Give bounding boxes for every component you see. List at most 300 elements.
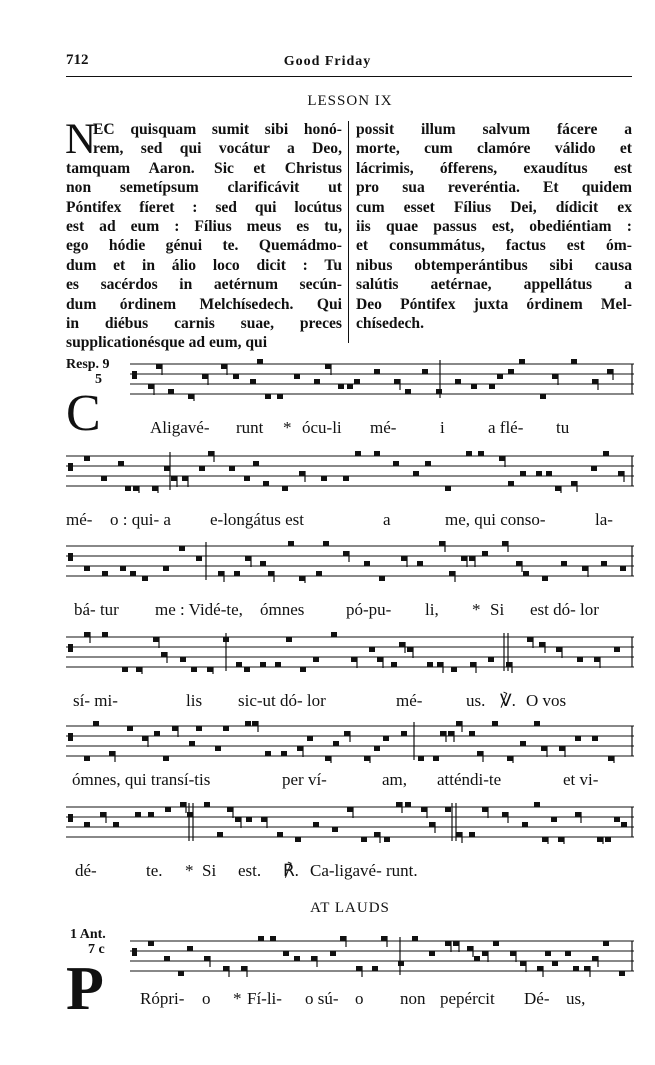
clef-mark (68, 463, 73, 471)
neume (401, 731, 407, 736)
neume (270, 936, 276, 941)
neume (603, 941, 609, 946)
neume (295, 837, 301, 842)
neume (127, 726, 133, 731)
lesson-line: et consummátus, factus est óm- (356, 237, 632, 255)
neume (253, 461, 259, 466)
neume (187, 946, 193, 951)
neume (502, 812, 508, 817)
lyric-syllable: Rópri- (140, 989, 185, 1008)
chant-staff (66, 631, 634, 675)
lyric-syllable: Ca-ligavé- runt. (310, 861, 418, 880)
lyric-syllable: mé- (396, 691, 423, 710)
neume (592, 379, 598, 384)
neume (522, 822, 528, 827)
neume (582, 566, 588, 571)
neume (234, 571, 240, 576)
neume (482, 551, 488, 556)
neume (347, 384, 353, 389)
neume (451, 667, 457, 672)
neume (377, 657, 383, 662)
neume (277, 394, 283, 399)
neume (520, 961, 526, 966)
neume (440, 731, 446, 736)
neume (605, 837, 611, 842)
neume (283, 951, 289, 956)
neume (448, 731, 454, 736)
neume (148, 941, 154, 946)
neume (265, 394, 271, 399)
neume (102, 571, 108, 576)
neume (153, 637, 159, 642)
neume (294, 956, 300, 961)
neume (187, 812, 193, 817)
neume (300, 667, 306, 672)
lesson-line: in diébus carnis suae, preces (66, 315, 342, 333)
neume (191, 667, 197, 672)
neume (286, 637, 292, 642)
lauds-title: AT LAUDS (310, 900, 390, 916)
lyric-syllable: per ví- (282, 770, 327, 789)
neume (546, 471, 552, 476)
lesson-title: LESSON IX (307, 93, 393, 109)
neume (163, 756, 169, 761)
neume (621, 822, 627, 827)
neume (202, 374, 208, 379)
neume (260, 662, 266, 667)
neume (221, 364, 227, 369)
lyric-syllable: bá- tur (74, 600, 119, 619)
neume (445, 807, 451, 812)
neume (534, 721, 540, 726)
neume (536, 471, 542, 476)
neume (449, 571, 455, 576)
neume (470, 662, 476, 667)
neume (374, 369, 380, 374)
neume (148, 812, 154, 817)
neume (361, 837, 367, 842)
antiphon-initial: P (66, 955, 104, 1023)
chant-staff (66, 720, 634, 764)
neume (171, 476, 177, 481)
neume (551, 817, 557, 822)
neume (508, 369, 514, 374)
neume (379, 576, 385, 581)
lyric-syllable: runt (236, 418, 264, 437)
lesson-right-column (356, 120, 632, 333)
neume (497, 374, 503, 379)
lesson-line: nibus obtemperántibus sibi causa (356, 256, 632, 274)
page-number: 712 (66, 52, 89, 68)
neume (297, 746, 303, 751)
neume (520, 741, 526, 746)
header-rule (66, 76, 632, 77)
neume (118, 461, 124, 466)
neume (508, 481, 514, 486)
neume (84, 632, 90, 637)
lyric-syllable: us. (466, 691, 486, 710)
neume (433, 756, 439, 761)
chant-staff (130, 358, 634, 402)
neume (383, 736, 389, 741)
clef-mark (68, 814, 73, 822)
antiphon-mode: 7 c (88, 942, 105, 957)
neume (552, 961, 558, 966)
lyric-syllable: non (400, 989, 426, 1008)
neume (223, 966, 229, 971)
neume (394, 379, 400, 384)
chant-staff (66, 540, 634, 584)
neume (343, 476, 349, 481)
neume (164, 466, 170, 471)
neume (122, 667, 128, 672)
neume (478, 451, 484, 456)
neume (168, 389, 174, 394)
neume (507, 756, 513, 761)
neume (429, 822, 435, 827)
lyric-syllable: us, (566, 989, 586, 1008)
lesson-line: dum órdinem Melchísedech. Qui (66, 295, 342, 313)
lyric-syllable: o (202, 989, 211, 1008)
neume (316, 571, 322, 576)
neume (571, 481, 577, 486)
lesson-line: tamquam Aaron. Sic et Christus (66, 159, 342, 177)
lyric-syllable: sic-ut dó- lor (238, 691, 326, 710)
neume (453, 941, 459, 946)
lyric-syllable: et vi- (563, 770, 599, 789)
lyric-syllable: pepércit (440, 989, 495, 1008)
neume (148, 384, 154, 389)
neume (268, 571, 274, 576)
responsory-initial: C (66, 385, 101, 442)
lyric-syllable: e-longátus est (210, 510, 304, 529)
neume (381, 936, 387, 941)
neume (499, 456, 505, 461)
neume (331, 632, 337, 637)
lyric-syllable: mé- (66, 510, 93, 529)
lyric-syllable: i (440, 418, 445, 437)
neume (469, 731, 475, 736)
lyric-syllable: ócu-li (302, 418, 342, 437)
neume (482, 951, 488, 956)
lyric-syllable: me : Vidé-te, (155, 600, 243, 619)
neume (215, 746, 221, 751)
neume (601, 561, 607, 566)
neume (506, 662, 512, 667)
neume (93, 721, 99, 726)
lesson-line: pro sua reveréntia. Et quidem (356, 179, 632, 197)
neume (130, 571, 136, 576)
neume (154, 731, 160, 736)
neume (539, 642, 545, 647)
lyric-syllable: O vos (526, 691, 567, 710)
lyric-syllable: la- (595, 510, 613, 529)
antiphon-label: 1 Ant. (70, 927, 106, 942)
neume (172, 726, 178, 731)
neume (519, 359, 525, 364)
neume (161, 652, 167, 657)
neume (534, 802, 540, 807)
neume (338, 384, 344, 389)
clef-mark (132, 948, 137, 956)
lyric-syllable: est dó- lor (530, 600, 599, 619)
drop-cap-n: N (65, 116, 97, 163)
lyric-syllable: o : qui- a (110, 510, 171, 529)
neume (608, 756, 614, 761)
neume (314, 379, 320, 384)
lyric-syllable: ℟. (283, 861, 299, 880)
neume (492, 721, 498, 726)
neume (347, 807, 353, 812)
neume (163, 566, 169, 571)
neume (311, 956, 317, 961)
neume (84, 822, 90, 827)
neume (461, 556, 467, 561)
neume (477, 751, 483, 756)
lyric-syllable: ómnes, qui transí-tis (72, 770, 211, 789)
neume (592, 956, 598, 961)
neume (321, 476, 327, 481)
neume (369, 647, 375, 652)
neume (178, 971, 184, 976)
neume (188, 394, 194, 399)
neume (241, 966, 247, 971)
neume (257, 359, 263, 364)
neume (156, 364, 162, 369)
neume (489, 384, 495, 389)
neume (235, 817, 241, 822)
lyric-syllable: pó-pu- (346, 600, 392, 619)
neume (252, 721, 258, 726)
neume (100, 812, 106, 817)
lesson-line: morte, cum clamóre válido et (356, 140, 632, 158)
neume (313, 657, 319, 662)
lyric-syllable: * (185, 861, 194, 880)
neume (356, 966, 362, 971)
neume (545, 951, 551, 956)
neume (542, 837, 548, 842)
lyric-syllable: * (233, 989, 242, 1008)
neume (152, 486, 158, 491)
neume (101, 476, 107, 481)
mode-number: 5 (95, 372, 102, 387)
lesson-line: dum et in álio loco dicit : Tu (66, 256, 342, 274)
lesson-line: Póntifex fíeret : sed qui locútus (66, 198, 342, 216)
neume (542, 576, 548, 581)
lyric-syllable: mé- (370, 418, 397, 437)
neume (445, 941, 451, 946)
neume (265, 751, 271, 756)
neume (204, 956, 210, 961)
neume (396, 802, 402, 807)
neume (618, 471, 624, 476)
lesson-line: EC quisquam sumit sibi honó- (93, 121, 342, 138)
neume (520, 471, 526, 476)
lesson-line: possit illum salvum fácere a (356, 121, 632, 138)
lesson-line: iis quae passus est, obediéntiam : (356, 218, 632, 236)
neume (427, 662, 433, 667)
lyric-syllable: te. (146, 861, 163, 880)
neume (374, 451, 380, 456)
neume (393, 461, 399, 466)
neume (575, 812, 581, 817)
neume (384, 837, 390, 842)
chant-staff (130, 935, 634, 979)
clef-mark (68, 553, 73, 561)
neume (165, 807, 171, 812)
responsory-label: Resp. 9 (66, 357, 110, 372)
neume (325, 756, 331, 761)
lyric-syllable: ℣. (500, 691, 516, 710)
neume (565, 951, 571, 956)
neume (133, 486, 139, 491)
clef-mark (68, 644, 73, 652)
neume (229, 466, 235, 471)
neume (456, 832, 462, 837)
lyric-syllable: Si (490, 600, 505, 619)
neume (421, 807, 427, 812)
neume (180, 657, 186, 662)
neume (594, 657, 600, 662)
neume (391, 662, 397, 667)
neume (180, 802, 186, 807)
neume (84, 756, 90, 761)
neume (555, 486, 561, 491)
lyric-syllable: ómnes (260, 600, 305, 619)
neume (258, 936, 264, 941)
neume (113, 822, 119, 827)
lyric-syllable: * (283, 418, 292, 437)
lesson-line: cum esset Fílius Dei, dídicit ex (356, 198, 632, 216)
neume (445, 486, 451, 491)
neume (620, 566, 626, 571)
lesson-line: Deo Póntifex juxta órdinem Mel- (356, 295, 632, 313)
neume (84, 456, 90, 461)
neume (340, 936, 346, 941)
neume (552, 374, 558, 379)
neume (405, 389, 411, 394)
lesson-line: lácrimis, ófferens, exaudítus est (356, 159, 632, 177)
lyric-syllable: li, (425, 600, 439, 619)
lyric-syllable: am, (382, 770, 408, 789)
neume (142, 576, 148, 581)
neume (325, 364, 331, 369)
neume (307, 736, 313, 741)
neume (179, 546, 185, 551)
neume (502, 541, 508, 546)
neume (244, 476, 250, 481)
neume (374, 832, 380, 837)
neume (469, 556, 475, 561)
lyric-syllable: me, qui conso- (445, 510, 546, 529)
neume (493, 941, 499, 946)
neume (196, 726, 202, 731)
neume (556, 647, 562, 652)
neume (407, 647, 413, 652)
neume (471, 384, 477, 389)
chant-staff (66, 450, 634, 494)
neume (204, 802, 210, 807)
neume (120, 566, 126, 571)
neume (592, 736, 598, 741)
neume (84, 566, 90, 571)
neume (412, 936, 418, 941)
neume (467, 946, 473, 951)
neume (425, 461, 431, 466)
lyric-syllable: Si (202, 861, 217, 880)
neume (164, 956, 170, 961)
neume (417, 561, 423, 566)
lyric-syllable: dé- (75, 861, 97, 880)
neume (288, 541, 294, 546)
neume (597, 837, 603, 842)
neume (584, 966, 590, 971)
neume (233, 374, 239, 379)
neume (614, 647, 620, 652)
lesson-line: rem, sed qui vocátur a Deo, (93, 140, 342, 158)
neume (261, 817, 267, 822)
neume (294, 374, 300, 379)
neume (332, 827, 338, 832)
lyric-syllable: est. (238, 861, 262, 880)
neume (429, 951, 435, 956)
neume (372, 966, 378, 971)
running-title: Good Friday (283, 54, 372, 69)
neume (456, 721, 462, 726)
clef-mark (132, 371, 137, 379)
neume (527, 637, 533, 642)
neume (277, 832, 283, 837)
neume (607, 369, 613, 374)
neume (136, 667, 142, 672)
lesson-line: est ad eum : Fílius meus es tu, (66, 218, 342, 236)
neume (482, 807, 488, 812)
chant-staff (66, 801, 634, 845)
clef-mark (68, 733, 73, 741)
lyric-syllable: o (355, 989, 364, 1008)
lesson-line: ego hódie génui te. Quemádmo- (66, 237, 342, 255)
neume (561, 561, 567, 566)
neume (516, 561, 522, 566)
neume (466, 451, 472, 456)
neume (142, 736, 148, 741)
neume (250, 379, 256, 384)
lyric-syllable: Fí-li- (247, 989, 282, 1008)
neume (614, 817, 620, 822)
lesson-line: supplicationésque ad eum, qui (66, 334, 268, 352)
neume (540, 394, 546, 399)
neume (189, 741, 195, 746)
neume (246, 817, 252, 822)
lyric-syllable: sí- mi- (73, 691, 118, 710)
neume (125, 486, 131, 491)
neume (399, 642, 405, 647)
neume (474, 956, 480, 961)
neume (541, 746, 547, 751)
neume (619, 971, 625, 976)
lesson-line: chísedech. (356, 315, 425, 333)
neume (196, 556, 202, 561)
neume (102, 632, 108, 637)
neume (343, 551, 349, 556)
neume (244, 667, 250, 672)
neume (455, 379, 461, 384)
neume (208, 451, 214, 456)
neume (573, 966, 579, 971)
neume (275, 662, 281, 667)
neume (227, 807, 233, 812)
neume (439, 541, 445, 546)
